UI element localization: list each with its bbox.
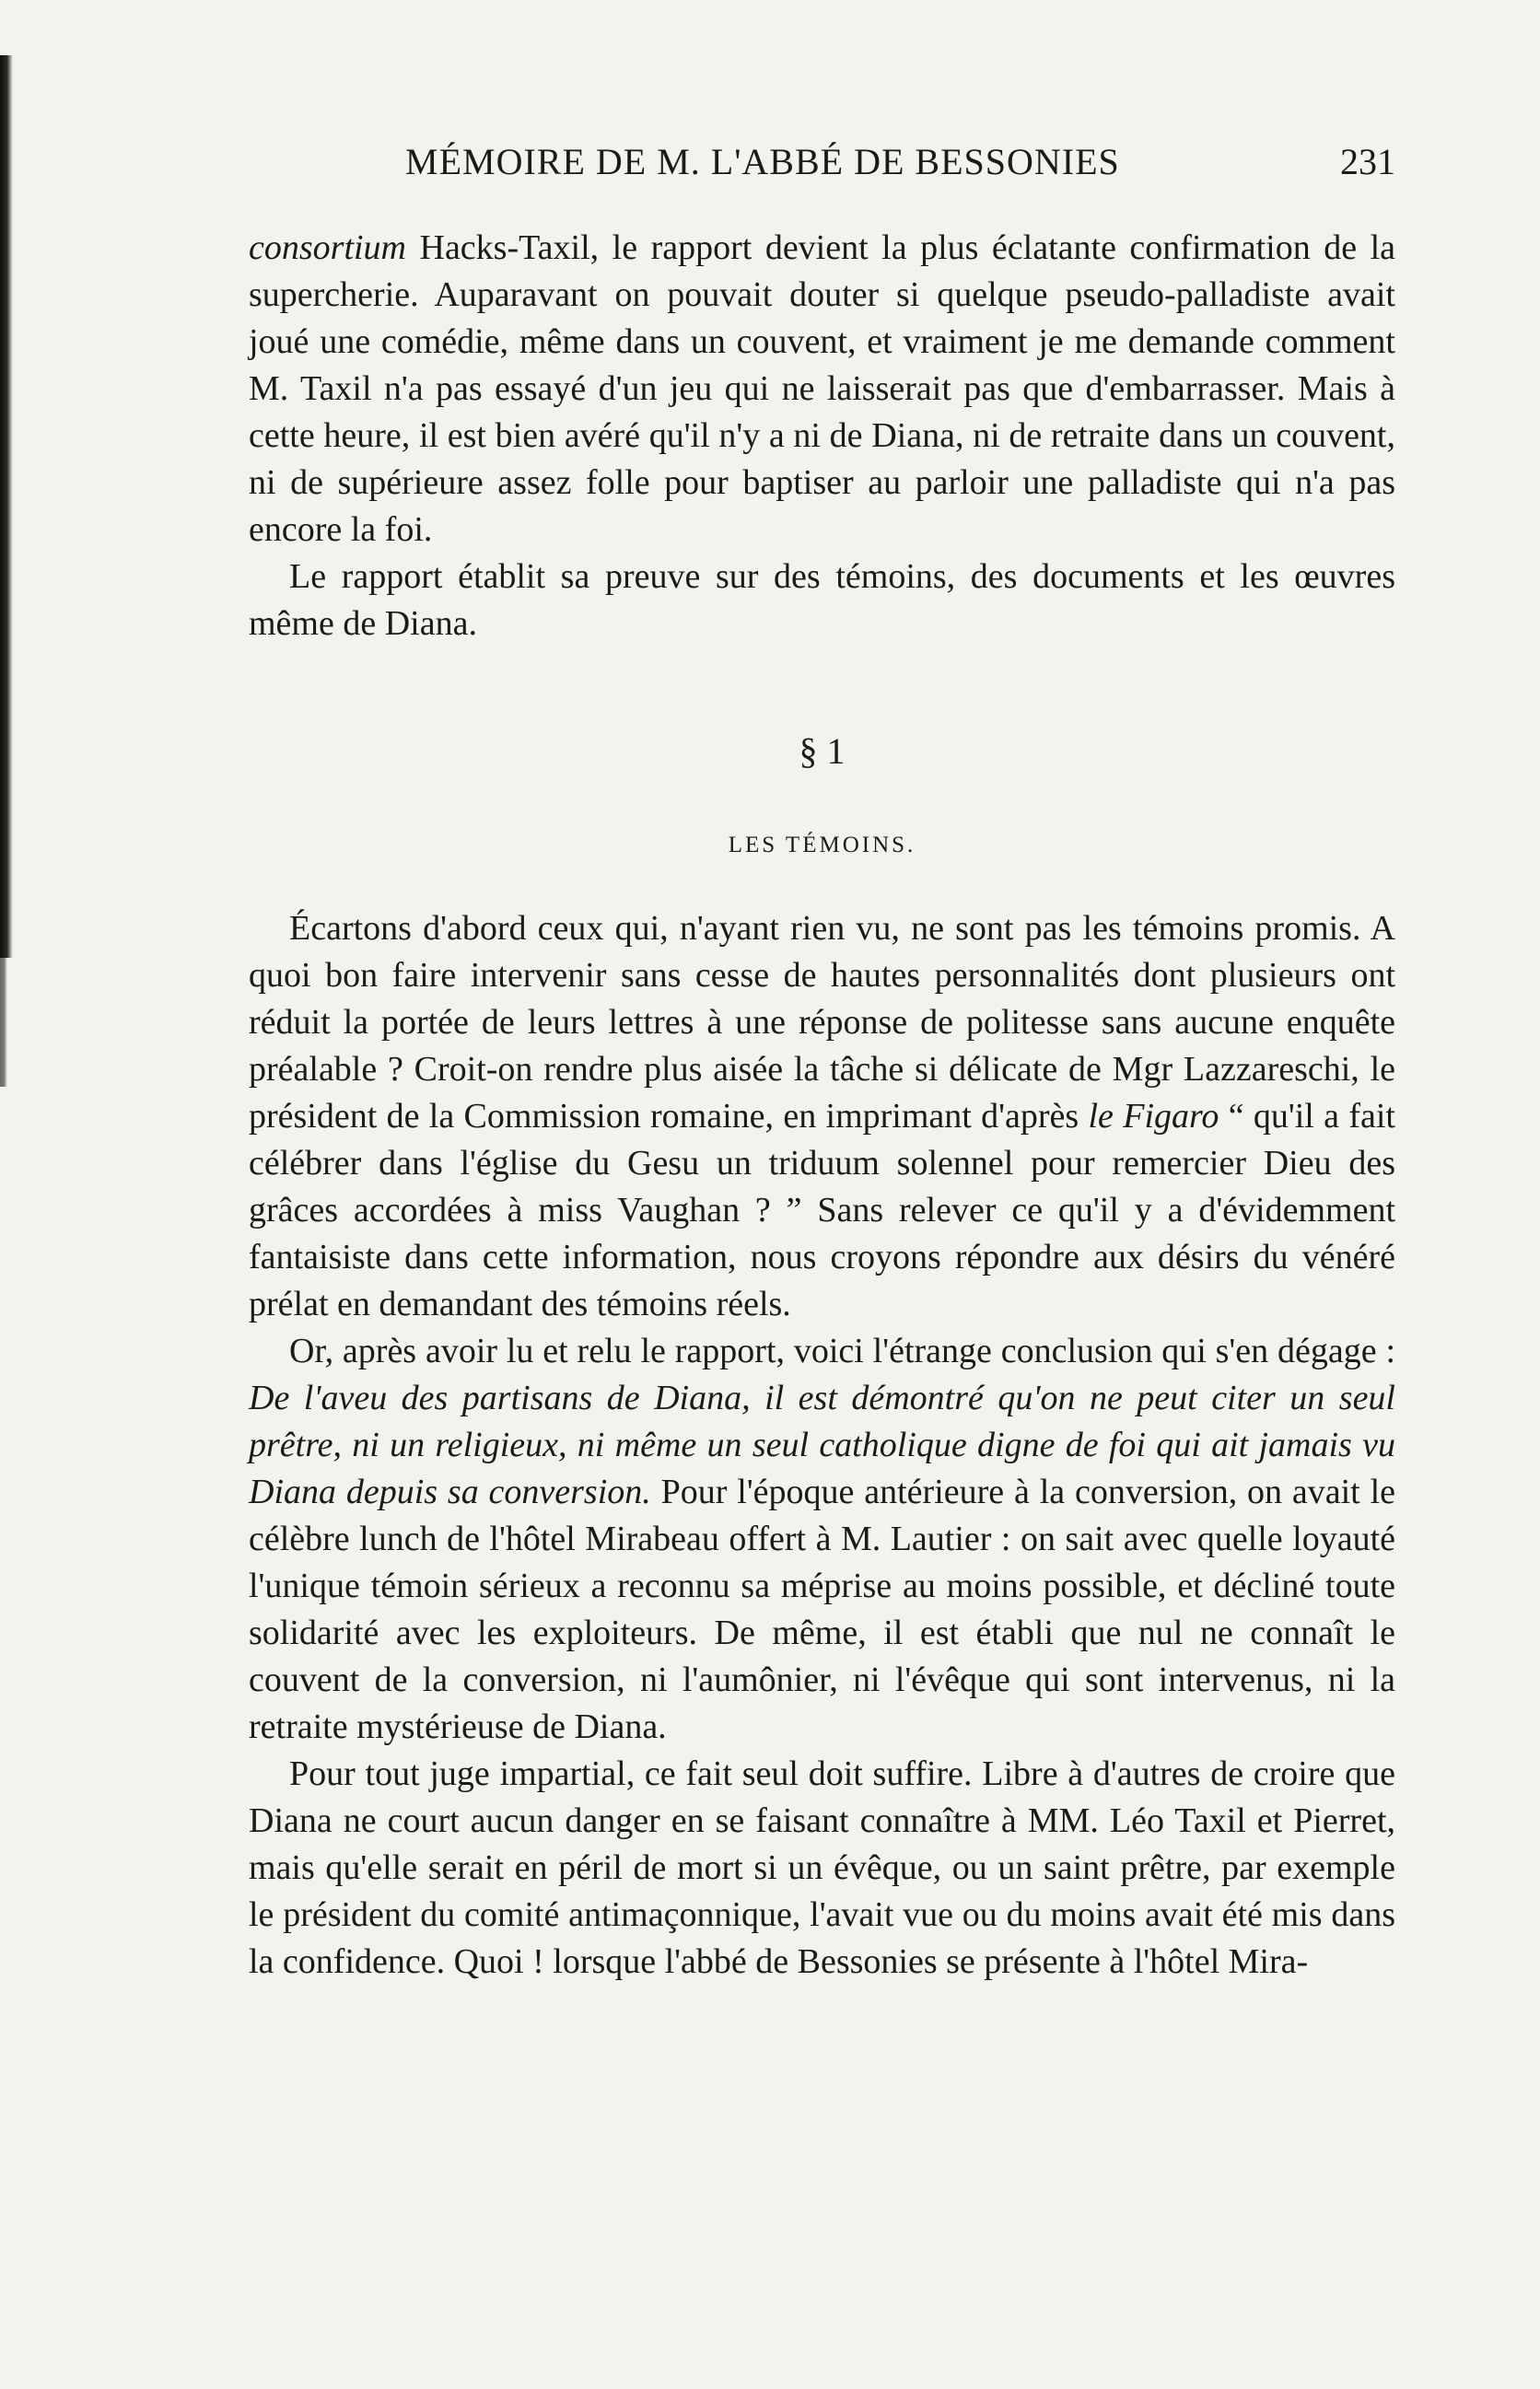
paragraph-text: Pour l'époque antérieure à la conversion, on avait le célèbre lunch de l'hôtel Mirabeau offert à M. Lautier : on sait avec quelle loyauté l'unique témoin sérieux a reconnu sa méprise au moins possible, et décliné toute solidarité avec les exploiteurs. De même, il est établi que nul ne connaît le couvent de la conversion, ni l'aumônier, ni l'évêque qui sont intervenus, ni la retraite mystérieuse de Diana. — [249, 1473, 1396, 1746]
paragraph-text: “ qu'il a fait célébrer dans l'église du Gesu un triduum solennel pour remercier Dieu des grâces accordées à miss Vaughan ? ” Sans relever ce qu'il y a d'évidemment fantaisiste dans cette information, nous croyons répondre aux désirs du vénéré prélat en demandant des témoins réels. — [249, 1097, 1395, 1323]
paragraph — [249, 905, 1395, 1328]
paragraph: Pour tout juge impartial, ce fait seul doit suffire. Libre à d'autres de croire que Diana ne court aucun danger en se faisant connaître à MM. Léo Taxil et Pierret, mais qu'elle serait en péril de mort si un évêque, ou un saint prêtre, par exemple le président du comité antimaçonnique, l'avait vue ou du moins avait été mis dans la confidence. Quoi ! lorsque l'abbé de Bessonies se présente à l'hôtel Mira- — [249, 1754, 1395, 1981]
section-title: LES TÉMOINS. — [728, 833, 916, 857]
page-number: 231 — [1340, 141, 1395, 182]
main-text — [249, 905, 1395, 1986]
binding-shadow-lower — [0, 958, 7, 1087]
paragraph: Le rapport établit sa preuve sur des témoins, des documents et les œuvres même de Diana. — [249, 557, 1395, 643]
intro-text — [249, 225, 1395, 647]
running-head: MÉMOIRE DE M. L'ABBÉ DE BESSONIES — [405, 141, 1120, 182]
italic-title: le Figaro — [1088, 1097, 1219, 1136]
binding-shadow — [0, 55, 13, 958]
paragraph-text: Hacks-Taxil, le rapport devient la plus éclatante confirmation de la supercherie. Auparavant on pouvait douter si quelque pseudo-palladiste avait joué une comédie, même dans un couvent, et vraiment je me demande comment M. Taxil n'a pas essayé d'un jeu qui ne laisserait pas que d'embarrasser. Mais à cette heure, il est bien avéré qu'il n'y a ni de Diana, ni de retraite dans un couvent, ni de supérieure assez folle pour baptiser au parloir une palladiste qui n'a pas encore la foi. — [249, 228, 1395, 549]
paragraph — [249, 1328, 1395, 1751]
italic-quote: De l'aveu des partisans de Diana, il est démontré qu'on ne peut citer un seul prêtre, ni un religieux, ni même un seul catholique digne de foi qui ait jamais vu Diana depuis sa conversion. — [249, 1379, 1395, 1511]
paragraph-text: Or, après avoir lu et relu le rapport, voici l'étrange conclusion qui s'en dégage : — [289, 1332, 1395, 1370]
section-number: § 1 — [799, 730, 846, 772]
paragraph-text: Écartons d'abord ceux qui, n'ayant rien vu, ne sont pas les témoins promis. A quoi bon faire intervenir sans cesse de hautes personnalités dont plusieurs ont réduit la portée de leurs lettres à une réponse de politesse sans aucune enquête préalable ? Croit-on rendre plus aisée la tâche si délicate de Mgr Lazzareschi, le président de la Commission romaine, en imprimant d'après — [249, 909, 1395, 1136]
page-header — [249, 140, 1395, 195]
paragraph — [249, 225, 1395, 554]
italic-term: consortium — [249, 228, 406, 267]
